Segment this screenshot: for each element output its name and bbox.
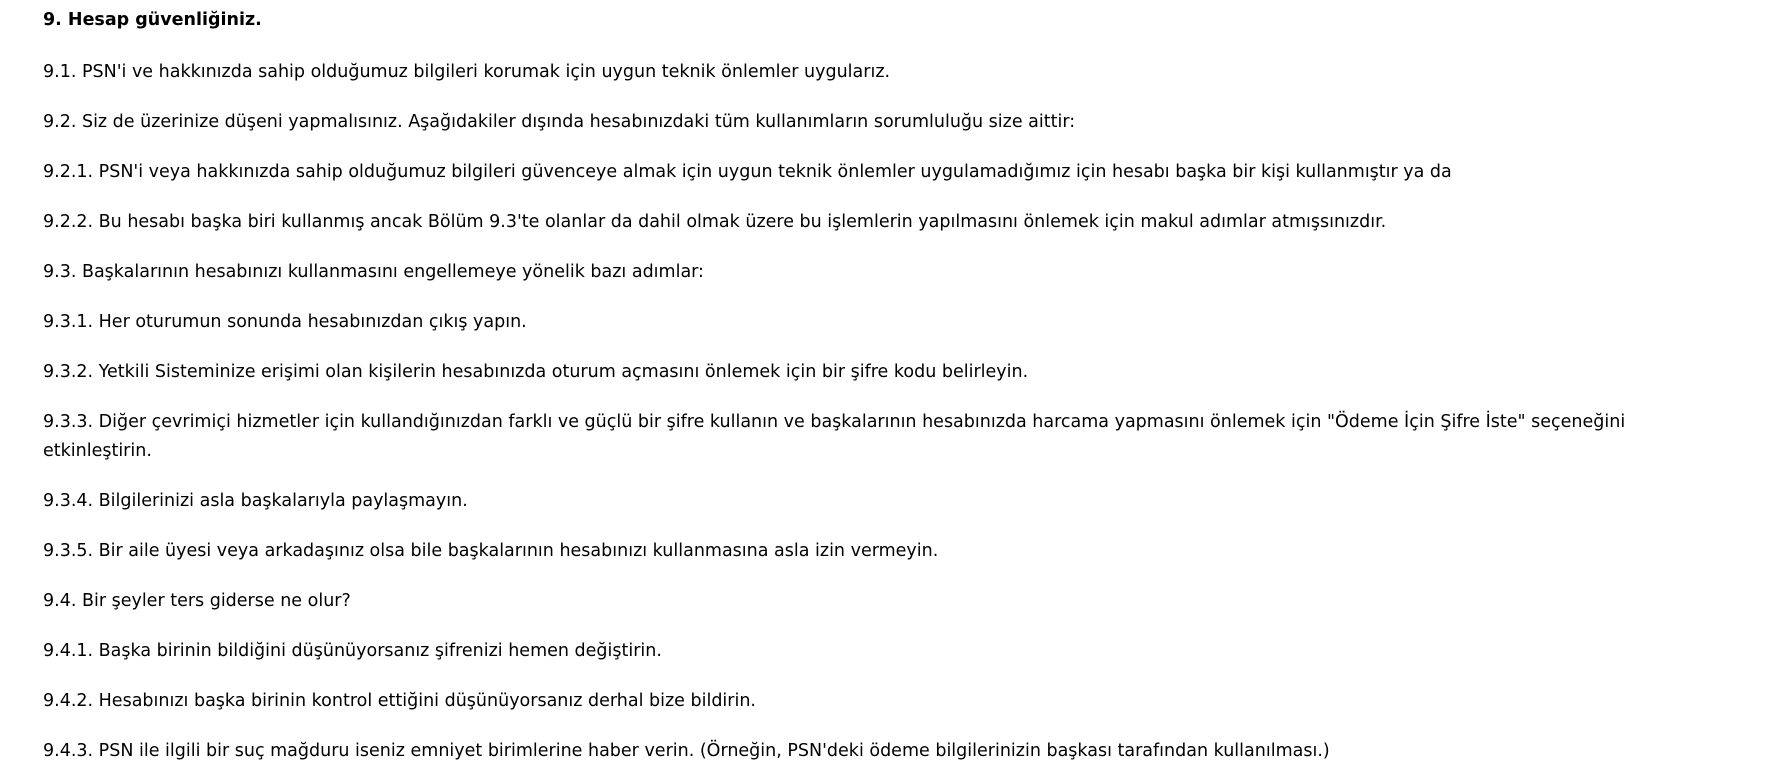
paragraph-9-4-2: 9.4.2. Hesabınızı başka birinin kontrol ettiğini düşünüyorsanız derhal bize bildirin. <box>43 691 756 711</box>
paragraph-9-4-1: 9.4.1. Başka birinin bildiğini düşünüyorsanız şifrenizi hemen değiştirin. <box>43 641 662 661</box>
paragraph-9-3: 9.3. Başkalarının hesabınızı kullanmasını engellemeye yönelik bazı adımlar: <box>43 262 704 282</box>
paragraph-9-2-1: 9.2.1. PSN'i veya hakkınızda sahip olduğumuz bilgileri güvenceye almak için uygun teknik önlemler uygulamadığımız için hesabı başka bir kişi kullanmıştır ya da <box>43 162 1452 182</box>
paragraph-9-4-3: 9.4.3. PSN ile ilgili bir suç mağduru iseniz emniyet birimlerine haber verin. (Örneğin, PSN'deki ödeme bilgilerinizin başkası tarafından kullanılması.) <box>43 741 1330 761</box>
paragraph-9-3-1: 9.3.1. Her oturumun sonunda hesabınızdan çıkış yapın. <box>43 312 527 332</box>
paragraph-9-4: 9.4. Bir şeyler ters giderse ne olur? <box>43 591 351 611</box>
paragraph-9-3-4: 9.3.4. Bilgilerinizi asla başkalarıyla paylaşmayın. <box>43 491 468 511</box>
paragraph-9-3-5: 9.3.5. Bir aile üyesi veya arkadaşınız olsa bile başkalarının hesabınızı kullanmasına asla izin vermeyin. <box>43 541 939 561</box>
section-heading: 9. Hesap güvenliğiniz. <box>43 10 262 30</box>
paragraph-9-2-2: 9.2.2. Bu hesabı başka biri kullanmış ancak Bölüm 9.3'te olanlar da dahil olmak üzere bu işlemlerin yapılmasını önlemek için makul adımlar atmışsınızdır. <box>43 212 1387 232</box>
paragraph-9-3-3: 9.3.3. Diğer çevrimiçi hizmetler için kullandığınızdan farklı ve güçlü bir şifre kullanın ve başkalarının hesabınızda harcama yapmasını önlemek için "Ödeme İçin Şifre İste" seçeneğini etkinleştirin. <box>43 412 1626 461</box>
paragraph-9-1: 9.1. PSN'i ve hakkınızda sahip olduğumuz bilgileri korumak için uygun teknik önlemler uygularız. <box>43 62 891 82</box>
paragraph-9-2: 9.2. Siz de üzerinize düşeni yapmalısınız. Aşağıdakiler dışında hesabınızdaki tüm kullanımların sorumluluğu size aittir: <box>43 112 1076 132</box>
paragraph-9-3-2: 9.3.2. Yetkili Sisteminize erişimi olan kişilerin hesabınızda oturum açmasını önlemek için bir şifre kodu belirleyin. <box>43 362 1029 382</box>
